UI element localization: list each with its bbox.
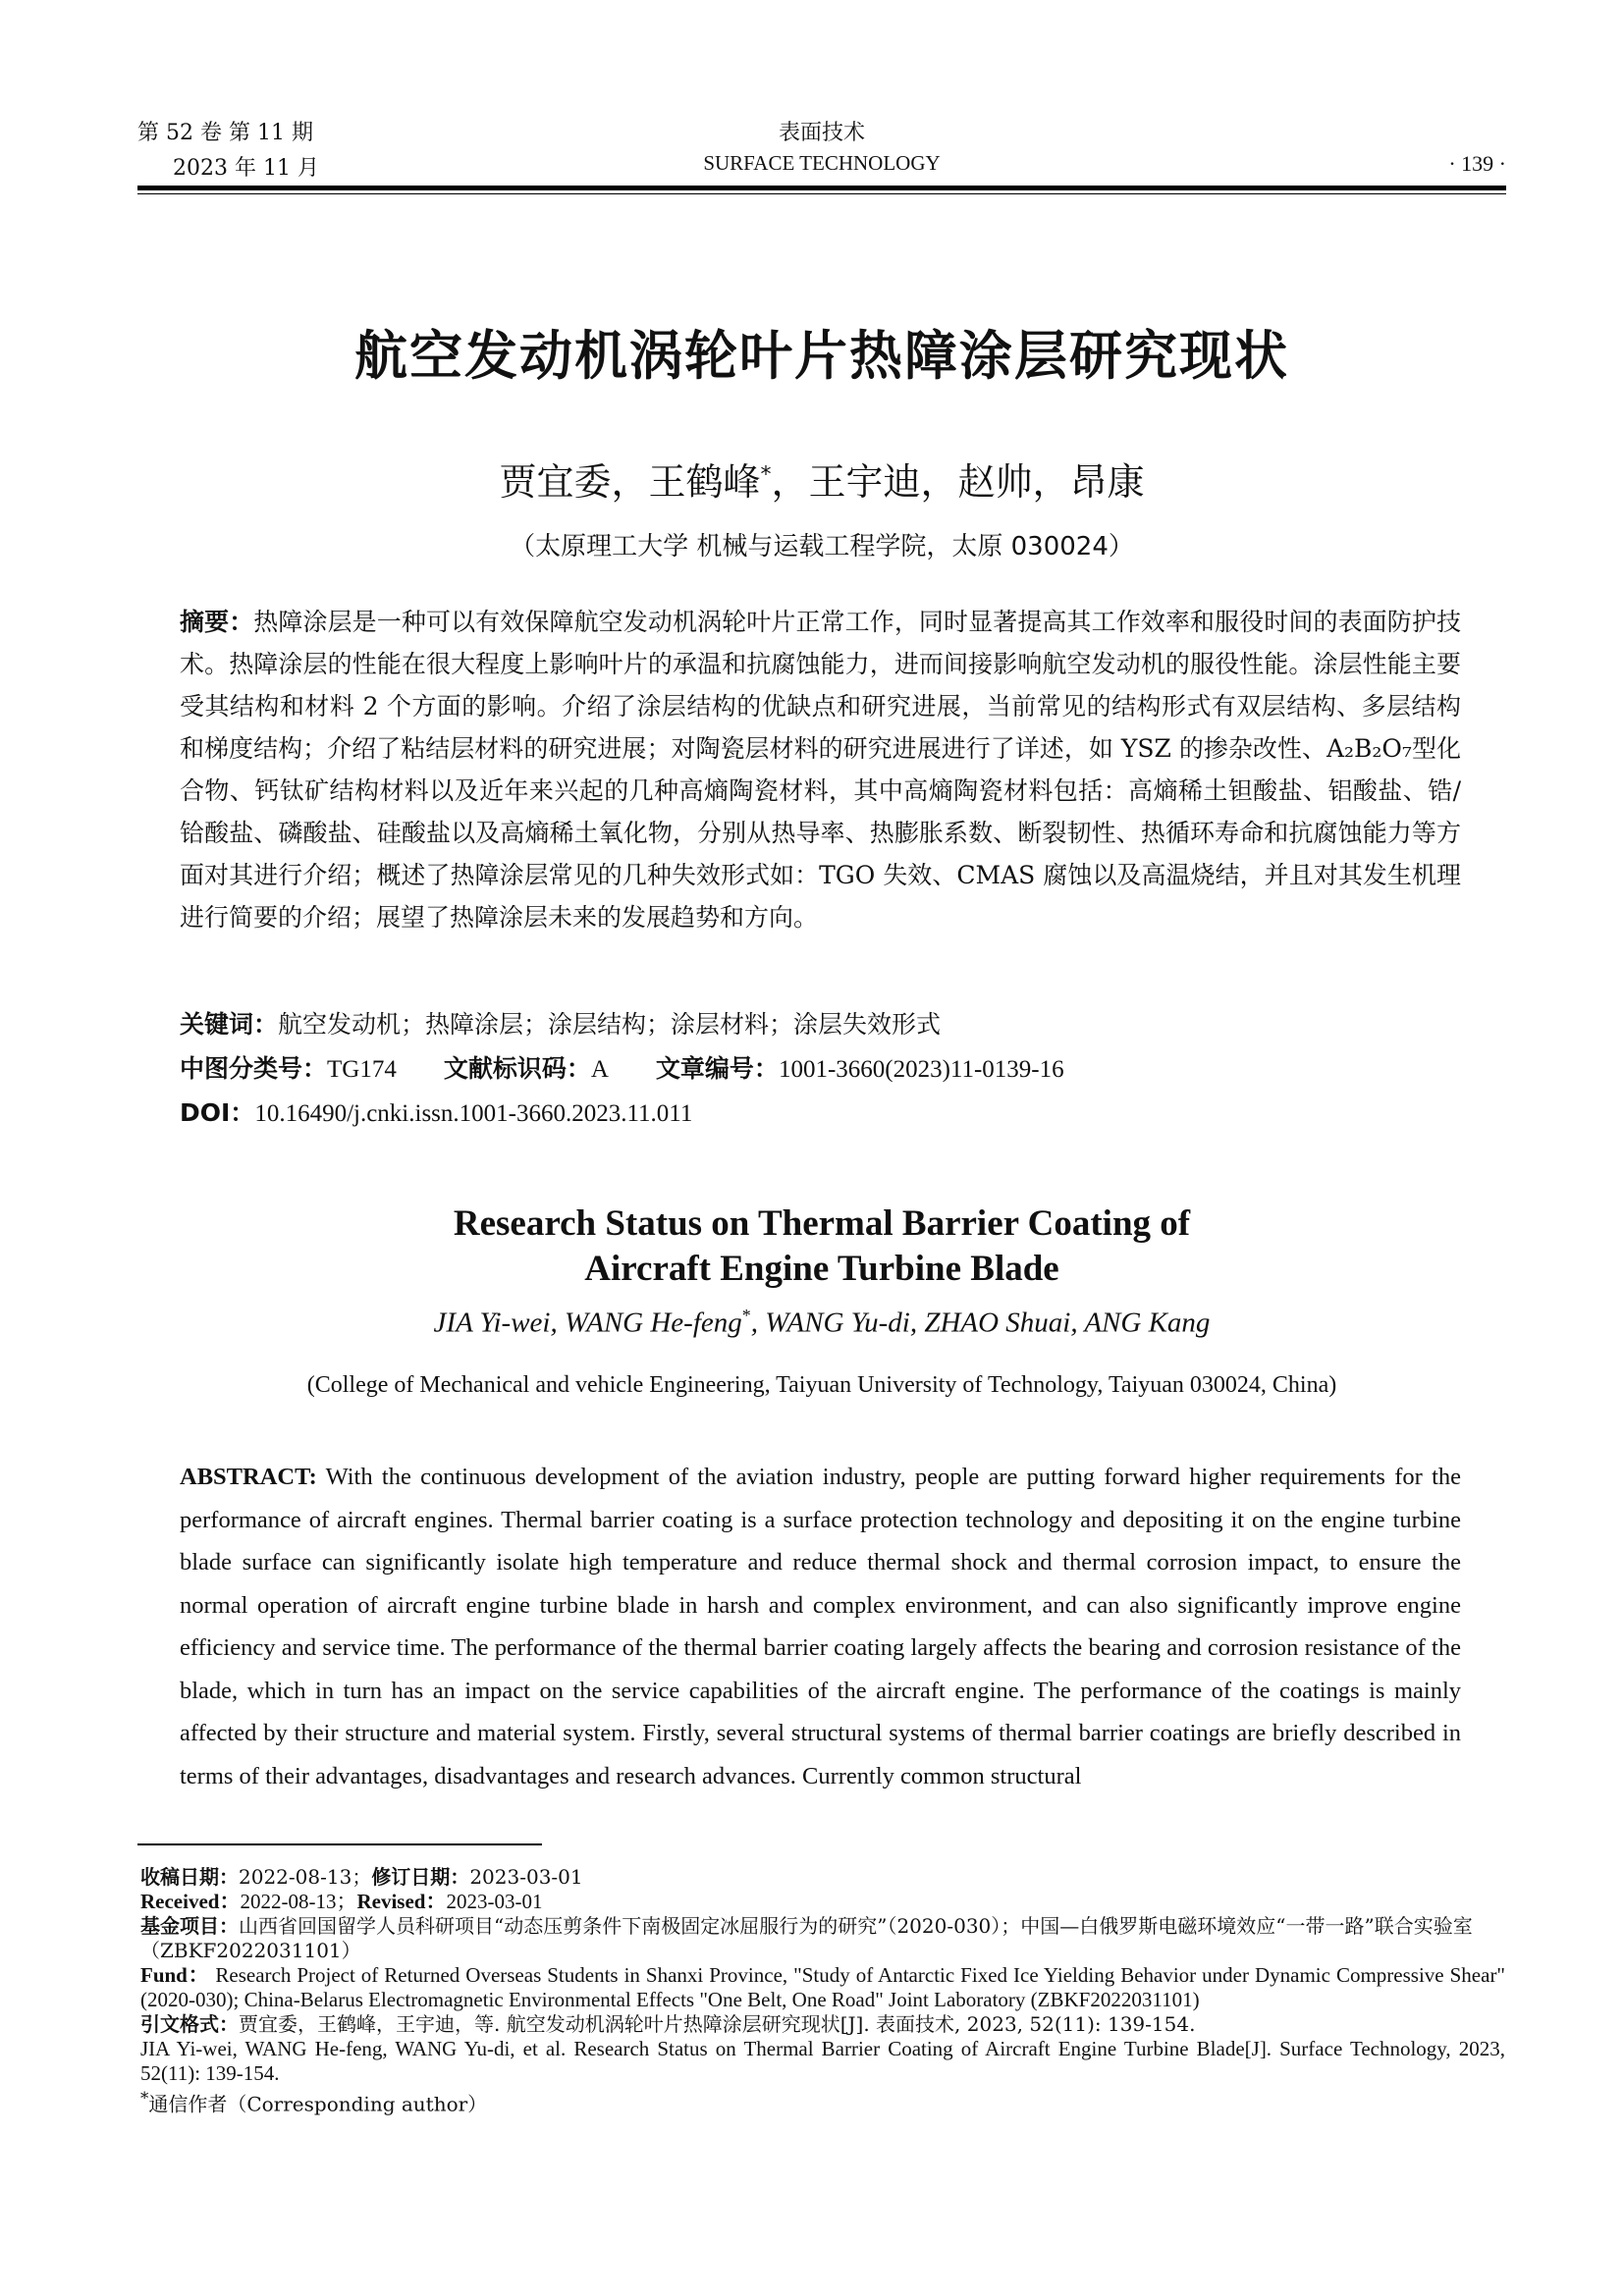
journal-name-cn: 表面技术 (778, 121, 865, 145)
doi-label: DOI： (180, 1098, 255, 1127)
corresponding-footnote-mark: * (140, 2089, 149, 2108)
received-cn-label: 收稿日期： (140, 1865, 239, 1889)
title-en (137, 1201, 1506, 1292)
citation-cn-text: 贾宜委，王鹤峰，王宇迪，等. 航空发动机涡轮叶片热障涂层研究现状[J]. 表面技术, 2023, 52(11): 139-154. (239, 2012, 1196, 2036)
citation-cn-label: 引文格式： (140, 2012, 239, 2036)
abstract-en (180, 1456, 1461, 1797)
fund-en-label: Fund： (140, 1963, 210, 1987)
footnote-citation-cn (140, 2012, 1505, 2037)
classification-line (180, 1049, 1064, 1085)
corresponding-mark-cn: * (760, 462, 772, 488)
volume-issue: 第 52 卷 第 11 期 (137, 121, 313, 145)
keywords-cn-text: 航空发动机；热障涂层；涂层结构；涂层材料；涂层失效形式 (278, 1010, 942, 1039)
article-number-label: 文章编号： (655, 1054, 779, 1083)
corresponding-mark-en: * (741, 1306, 751, 1325)
title-en-line2: Aircraft Engine Turbine Blade (584, 1249, 1059, 1289)
authors-cn (137, 452, 1506, 506)
journal-name-en: SURFACE TECHNOLOGY (703, 151, 941, 175)
footnote-rule (137, 1843, 542, 1845)
doc-code-label: 文献标识码： (443, 1054, 591, 1083)
footnote-citation-en: JIA Yi-wei, WANG He-feng, WANG Yu-di, et al. Research Status on Thermal Barrier Coating of Aircraft Engine Turbine Blade[J]. Surface Technology, 2023, 52(11): 139-154. (140, 2037, 1505, 2085)
received-cn-date: 2022-08-13； (239, 1865, 372, 1889)
article-number-value: 1001-3660(2023)11-0139-16 (778, 1056, 1064, 1083)
keywords-cn (180, 1005, 941, 1041)
footnote-received-cn (140, 1865, 1505, 1890)
doi-value: 10.16490/j.cnki.issn.1001-3660.2023.11.011 (254, 1100, 693, 1127)
abstract-cn-label: 摘要： (180, 608, 254, 636)
received-en-label: Received： (140, 1890, 241, 1913)
header-rule-thick (137, 186, 1506, 190)
keywords-cn-label: 关键词： (180, 1010, 279, 1039)
clc-value: TG174 (327, 1056, 397, 1083)
fund-cn-label: 基金项目： (140, 1914, 239, 1938)
page-number: · 139 · (1448, 151, 1506, 176)
header-rule-thin (137, 193, 1506, 194)
revised-cn-date: 2023-03-01 (469, 1865, 583, 1889)
affiliation-en: (College of Mechanical and vehicle Engineering, Taiyuan University of Technology, Taiyuan 030024, China) (306, 1372, 1337, 1398)
authors-cn-part1: 贾宜委，王鹤峰 (499, 460, 761, 504)
doi-line (180, 1094, 692, 1129)
fund-en-text: Research Project of Returned Overseas Students in Shanxi Province, "Study of Antarctic Fixed Ice Yielding Behavior under Dynamic Compressive Shear" (2020-030); China-Belarus Electromagnetic Environmental Effects "One Belt, One Road" Joint Laboratory (ZBKF2022031101) (140, 1963, 1506, 2011)
authors-en-part2: , WANG Yu-di, ZHAO Shuai, ANG Kang (750, 1307, 1211, 1339)
authors-en (137, 1306, 1506, 1340)
revised-cn-label: 修订日期： (371, 1865, 470, 1889)
footnote-corresponding (140, 2086, 1505, 2117)
fund-cn-text: 山西省回国留学人员科研项目“动态压剪条件下南极固定冰屈服行为的研究”（2020-030）；中国—白俄罗斯电磁环境效应“一带一路”联合实验室（ZBKF2022031101） (140, 1914, 1473, 1962)
running-header (137, 116, 1506, 185)
title-en-line1: Research Status on Thermal Barrier Coating of (453, 1203, 1191, 1244)
revised-en-label: Revised： (356, 1890, 447, 1913)
issue-date: 2023 年 11 月 (173, 156, 319, 181)
authors-cn-part2: ，王宇迪，赵帅，昂康 (771, 460, 1145, 504)
abstract-cn-text: 热障涂层是一种可以有效保障航空发动机涡轮叶片正常工作，同时显著提高其工作效率和服役时间的表面防护技术。热障涂层的性能在很大程度上影响叶片的承温和抗腐蚀能力，进而间接影响航空发动机的服役性能。涂层性能主要受其结构和材料 2 个方面的影响。介绍了涂层结构的优缺点和研究进展，当前常见的结构形式有双层结构、多层结构和梯度结构；介绍了粘结层材料的研究进展；对陶瓷层材料的研究进展进行了详述，如 YSZ 的掺杂改性、A₂B₂O₇型化合物、钙钛矿结构材料以及近年来兴起的几种高熵陶瓷材料，其中高熵陶瓷材料包括：高熵稀土钽酸盐、铝酸盐、锆/铪酸盐、磷酸盐、硅酸盐以及高熵稀土氧化物，分别从热导率、热膨胀系数、断裂韧性、热循环寿命和抗腐蚀能力等方面对其进行介绍；概述了热障涂层常见的几种失效形式如：TGO 失效、CMAS 腐蚀以及高温烧结，并且对其发生机理进行简要的介绍；展望了热障涂层未来的发展趋势和方向。 (180, 608, 1461, 932)
abstract-en-text: With the continuous development of the aviation industry, people are putting forward higher requirements for the performance of aircraft engines. Thermal barrier coating is a surface protection technology and depositing it on the engine turbine blade surface can significantly isolate high temperature and reduce thermal shock and thermal corrosion impact, to ensure the normal operation of aircraft engine turbine blade in harsh and complex environment, and can also significantly improve engine efficiency and service time. The performance of the thermal barrier coating largely affects the bearing and corrosion resistance of the blade, which in turn has an impact on the service capabilities of the aircraft engine. The performance of the coatings is mainly affected by their structure and material system. Firstly, several structural systems of thermal barrier coatings are briefly described in terms of their advantages, disadvantages and research advances. Currently common structural (180, 1464, 1462, 1789)
received-en-date: 2022-08-13； (240, 1890, 357, 1913)
clc-label: 中图分类号： (180, 1054, 328, 1083)
footnote-fund-cn (140, 1914, 1505, 1963)
footnote-fund-en (140, 1963, 1505, 2012)
authors-en-part1: JIA Yi-wei, WANG He-feng (433, 1307, 742, 1339)
footnote-received-en (140, 1890, 1505, 1914)
revised-en-date: 2023-03-01 (446, 1890, 543, 1913)
doc-code-value: A (590, 1056, 609, 1083)
corresponding-author-label: 通信作者（Corresponding author） (148, 2092, 488, 2116)
title-cn: 航空发动机涡轮叶片热障涂层研究现状 (354, 325, 1289, 387)
abstract-en-label: ABSTRACT: (180, 1464, 317, 1490)
abstract-cn (180, 601, 1461, 938)
affiliation-cn: （太原理工大学 机械与运载工程学院，太原 030024） (510, 532, 1134, 561)
